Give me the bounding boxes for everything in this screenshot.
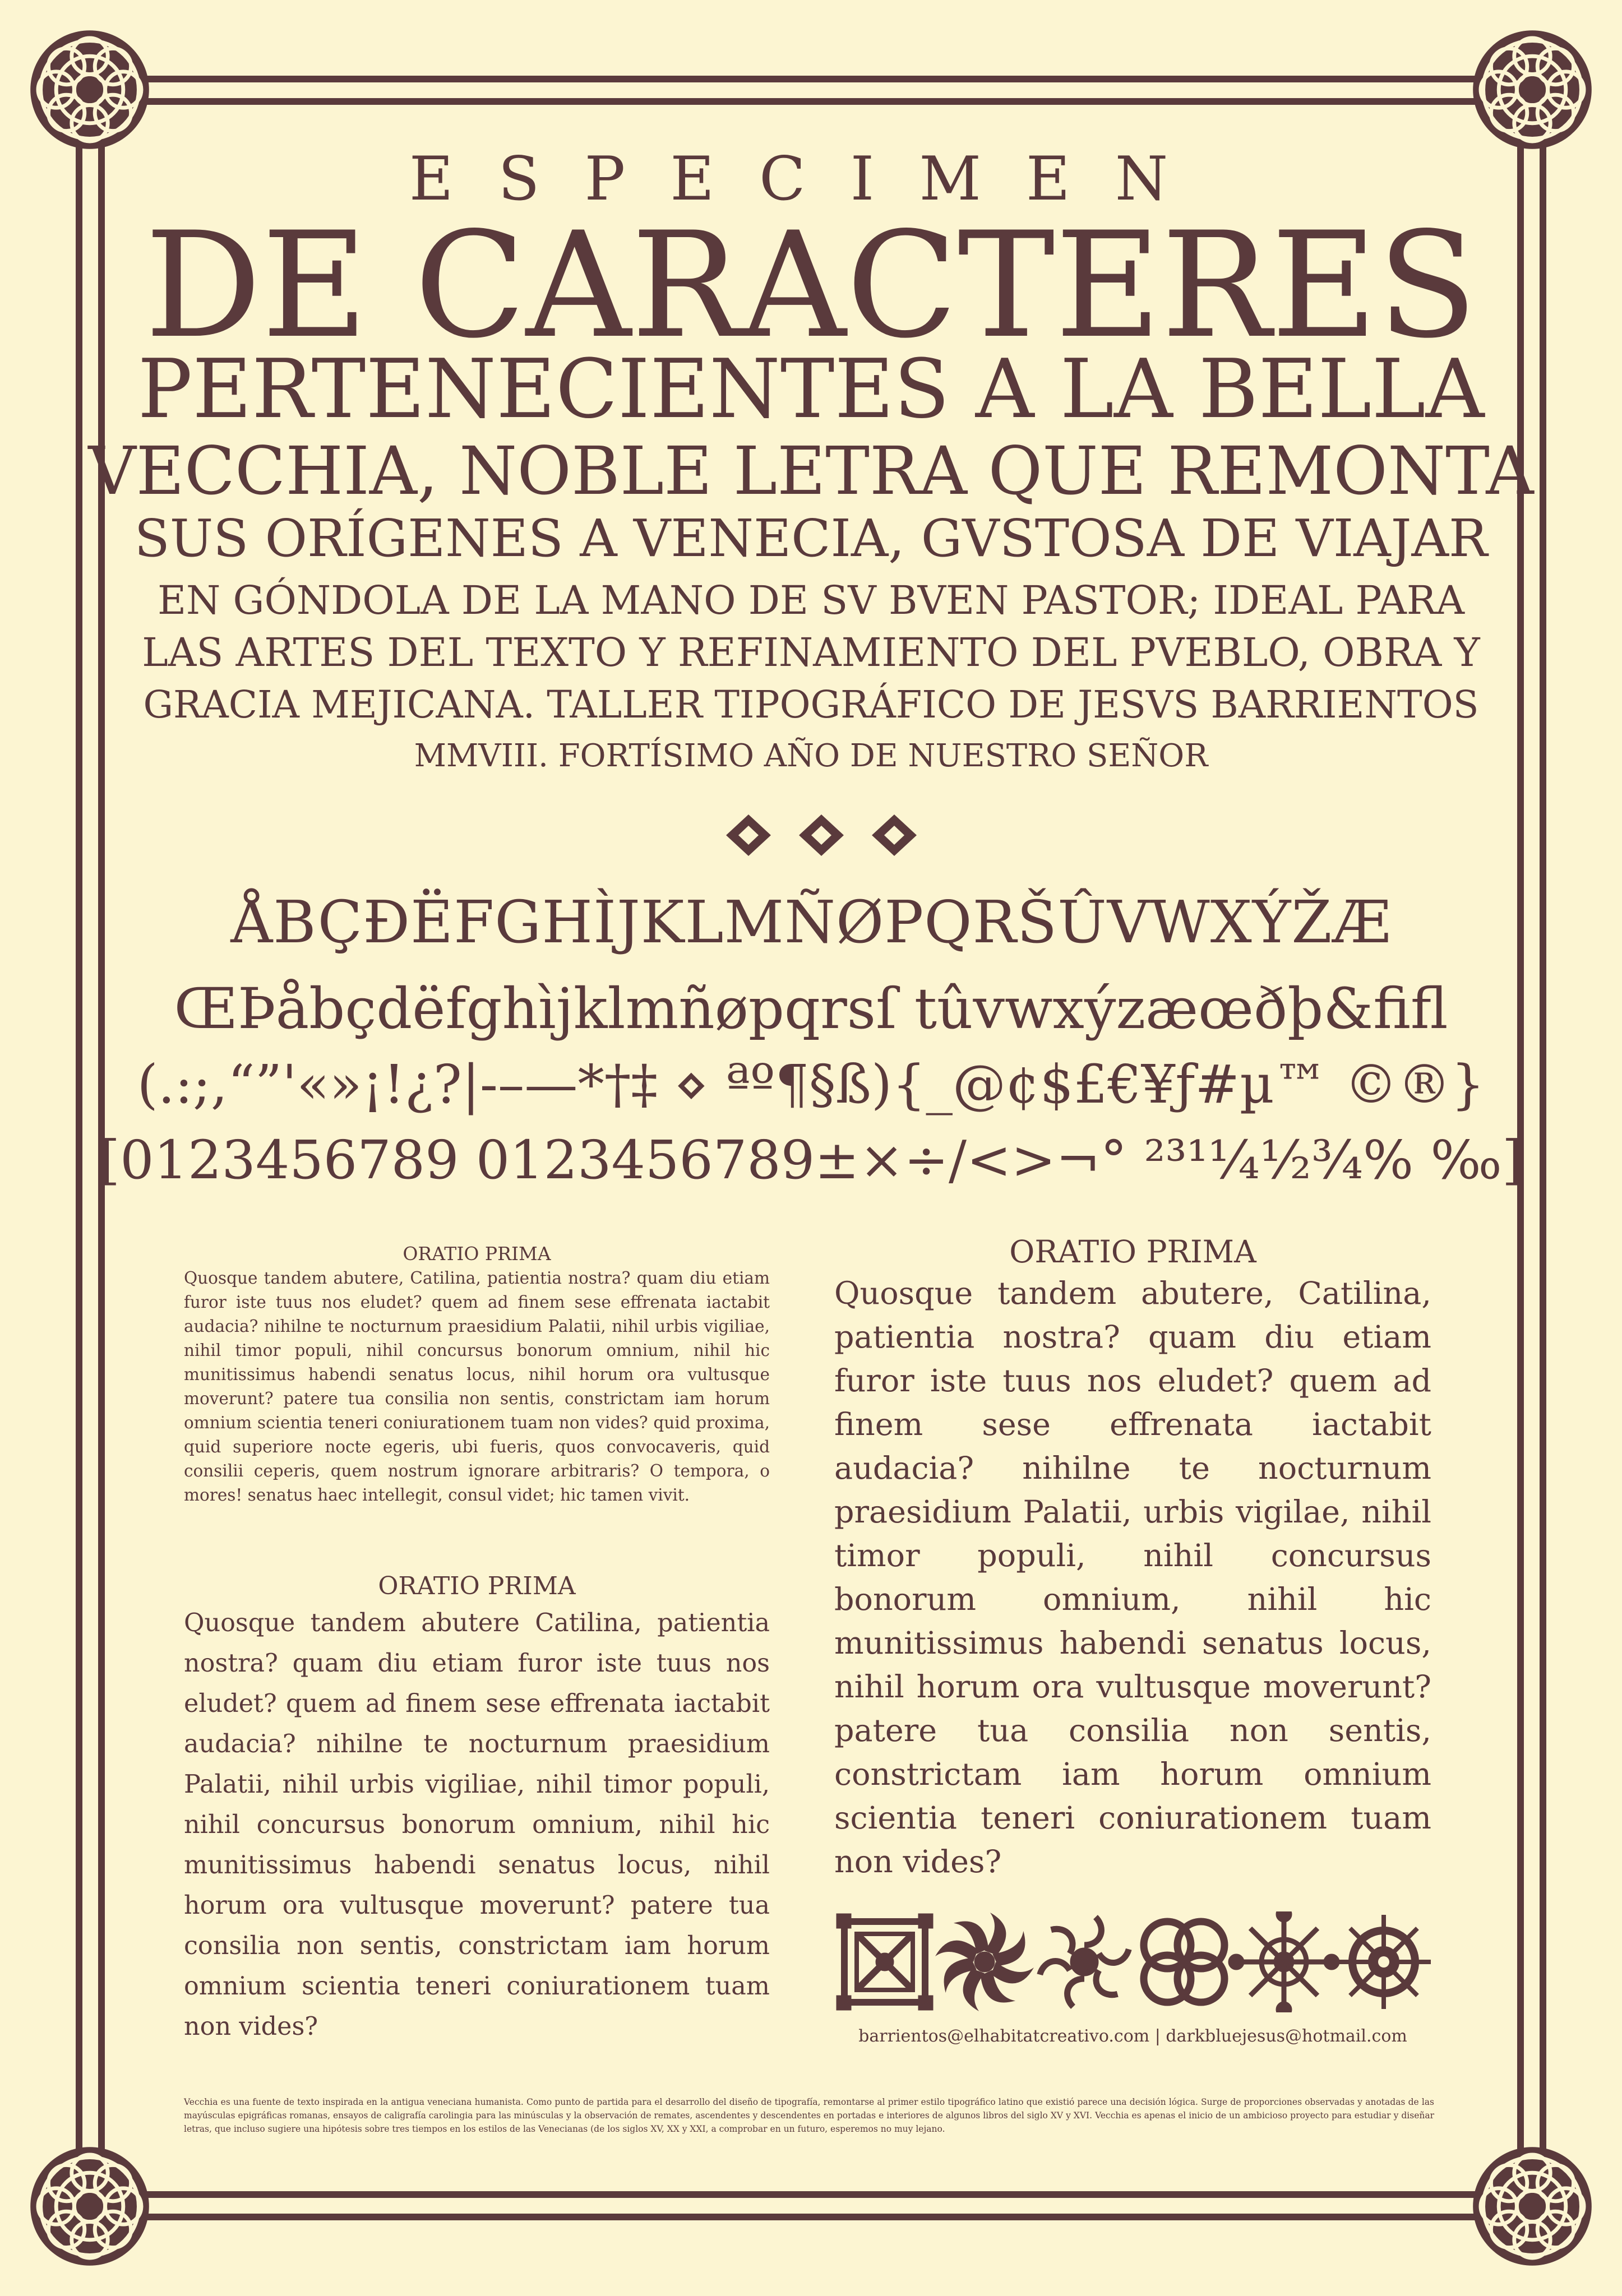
compass-star-ornament <box>1231 1911 1337 2012</box>
title-line: MMVIII. FORTÍSIMO AÑO DE NUESTRO SEÑOR <box>414 738 1208 774</box>
rosette-icon <box>1468 25 1597 154</box>
column-heading: ORATIO PRIMA <box>403 1243 551 1265</box>
main-title: DE CARACTERES <box>145 201 1477 371</box>
title-line: PERTENECIENTES A LA BELLA <box>137 342 1485 437</box>
title-line: GRACIA MEJICANA. TALLER TIPOGRÁFICO DE JESVS BARRIENTOS <box>143 683 1479 726</box>
sample-text-medium <box>184 1570 770 2047</box>
title-line: EN GÓNDOLA DE LA MANO DE SV BVEN PASTOR; IDEAL PARA <box>157 577 1465 623</box>
column-body: Quosque tandem abutere Catilina, patientia nostra? quam diu etiam furor iste tuus nos eludet? quem ad finem sese effrenata iactabit audacia? nihilne te nocturnum praesidium Palatii, nihil urbis vigiliae, nihil timor populi, nihil concursus bonorum omnium, nihil hic munitissimus habendi senatus locus, nihil horum ora vultusque moverunt? patere tua consilia non sentis, constrictam iam horum omnium scientia teneri coniurationem tuam non vides? <box>184 1609 770 2041</box>
rosette-icon <box>1468 2142 1597 2271</box>
glyph-row-uppercase: ÅBÇĐËFGHÌJKLMÑØPQRŠÛVWXÝŽÆ <box>230 888 1392 956</box>
diamond-fleurons <box>715 810 928 860</box>
title-line: SUS ORÍGENES A VENECIA, GVSTOSA DE VIAJAR <box>134 508 1488 568</box>
diamond-icon <box>872 814 917 856</box>
diamond-icon <box>799 814 844 856</box>
title-line: VECCHIA, NOBLE LETRA QUE REMONTA <box>88 432 1534 510</box>
column-heading: ORATIO PRIMA <box>1009 1234 1256 1270</box>
swirl-ornament <box>1037 1917 1132 2007</box>
sample-text-small <box>184 1242 770 1507</box>
column-heading: ORATIO PRIMA <box>378 1572 576 1600</box>
rosette-icon <box>25 25 154 154</box>
sample-text-large <box>834 1232 1431 1884</box>
title-line: LAS ARTES DEL TEXTO Y REFINAMIENTO DEL PVEBLO, OBRA Y <box>142 629 1480 675</box>
column-body: Quosque tandem abutere, Catilina, patientia nostra? quam diu etiam furor iste tuus nos eludet? quem ad finem sese effrenata iactabit audacia? nihilne te nocturnum praesidium Palatii, urbis vigilae, nihil timor populi, nihil concursus bonorum omnium, nihil hic munitissimus habendi senatus locus, nihil horum ora vultusque moverunt? patere tua consilia non sentis, constrictam iam horum omnium scientia teneri coniurationem tuam non vides? <box>834 1275 1431 1880</box>
contact-emails: barrientos@elhabitatcreativo.com | darkbluejesus@hotmail.com <box>858 2026 1407 2046</box>
glyph-row-punctuation: (.:;,“”'«»¡!¿?|‑–—*†‡ ⋄ ªº¶§ß){_@¢$£€¥ƒ#µ™ ©®} <box>137 1054 1485 1115</box>
footnote: Vecchia es una fuente de texto inspirada en la antigua veneciana humanista. Como punto de partida para el desarrollo del diseño de tipografía, remontarse al primer estilo tipográfico latino que existió parece una decisión lógica. Surge de proporciones observadas y anotadas de las mayúsculas epigráficas romanas, ensayos de caligrafía carolingia para las minúsculas y la observación de remates, ascendentes y descendentes en portadas e interiores de algunos libros del siglo XV y XVI. Vecchia es apenas el inicio de un ambicioso proyecto para estudiar y diseñar letras, que incluso sugiere una hipótesis sobre tres tiempos en los estilos de las Venecianas (de los siglos XV, XX y XXI, a comprobar en un futuro, esperemos no muy lejano. <box>184 2097 1434 2134</box>
snowflake-ornament <box>1337 1915 1431 2009</box>
ornament-row <box>834 1911 1434 2012</box>
interlace-ornament <box>1144 1922 1224 2002</box>
pinwheel-ornament <box>935 1912 1035 2012</box>
square-knot-ornament <box>837 1914 933 2010</box>
rosette-icon <box>25 2142 154 2271</box>
diamond-icon <box>726 814 771 856</box>
especimen-heading: ESPECIMEN <box>409 144 1213 214</box>
glyph-row-figures: [0123456789 0123456789±×÷/<>¬° ²³¹¼½¾% ‰] <box>99 1130 1523 1191</box>
column-body: Quosque tandem abutere, Catilina, patientia nostra? quam diu etiam furor iste tuus nos eludet? quem ad finem sese effrenata iactabit audacia? nihilne te nocturnum praesidium Palatii, nihil urbis vigiliae, nihil timor populi, nihil concursus bonorum omnium, nihil hic munitissimus habendi senatus locus, nihil horum ora vultusque moverunt? patere tua consilia non sentis, constrictam iam horum omnium scientia teneri coniurationem tuam non vides? quid proxima, quid superiore nocte egeris, ubi fueris, quos convocaveris, quid consilii ceperis, quem nostrum ignorare arbitraris? O tempora, o mores! senatus haec intellegit, consul videt; hic tamen vivit. <box>184 1269 770 1505</box>
glyph-row-lowercase: ŒÞåbçdëfghìjklmñøpqrsſ tûvwxýzæœðþ&ﬁﬂ <box>174 976 1448 1041</box>
